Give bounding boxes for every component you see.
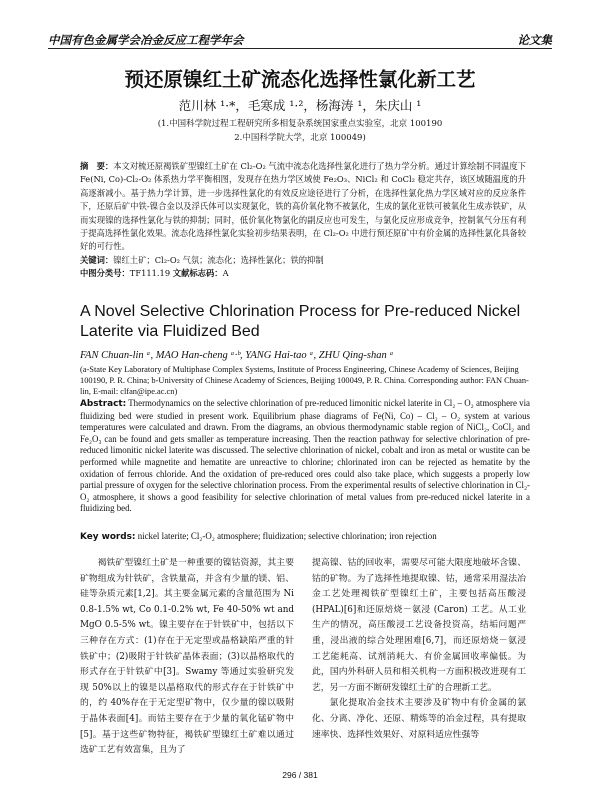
affiliation-cn-2: 2.中国科学院大学，北京 100049) — [234, 133, 366, 143]
body-column-right — [312, 556, 526, 766]
abstract-cn-text: 本文对梳还原褐铁矿型镍红土矿在 Cl₂-O₂ 气流中流态化选择性氯化进行了热力学分析。通过计算绘制不同温度下 Fe(Ni, Co)-Cl₂-O₂ 体系热力学平衡相图，发现存在热力学区域使 Fe₂O₃、NiCl₂ 和 CoCl₂ 稳定共存，该区域随温度的升高逐渐减小。基于热力学计算，进一步选择性氯化的有效反应途径进行了分析，在选择性氯化热力学区域对应的反应条件下，还原后矿中铁-镍合金以及浮氏体可以实现氯化，铁的高价氧化物不被氯化，生成的氯化亚铁可被氧化生成赤铁矿，从而实现镍的选择性氯化与铁的抑制；同时，低价氧化物氯化的副反应也可发生，与氯化反应形成竞争，控制氧气分压有利于提高选择性氯化效果。流态化选择性氯化实验初步结果表明，在 Cl₂-O₂ 中进行预还原矿中有价金属的选择性氯化具备较好的可行性。 — [80, 161, 526, 252]
paragraph: 氯化提取冶金技术主要涉及矿物中有价金属的氯化、分离、净化、还原、精炼等的冶金过程，具有提取速率快、选择性效果好、对原料适应性强等 — [312, 698, 526, 740]
affiliation-cn-1: (1.中国科学院过程工程研究所多相复杂系统国家重点实验室，北京 100190 — [157, 119, 443, 129]
keywords-cn-text: 镍红土矿；Cl₂-O₂ 气氛；流态化；选择性氯化；铁的抑制 — [113, 254, 324, 265]
header-right: 论文集 — [517, 33, 552, 47]
class-label-1: 中图分类号： — [80, 268, 130, 279]
title-en: A Novel Selective Chlorination Process for Pre-reduced Nickel Laterite via Fluidized Bed — [80, 303, 521, 340]
class-value-1: TF111.19 — [129, 268, 171, 279]
abstract-en — [80, 398, 530, 515]
running-header — [48, 30, 552, 49]
abstract-cn-body — [80, 160, 526, 254]
page-number: 296 / 381 — [282, 770, 318, 780]
authors-en: FAN Chuan-lin ᵃ, MAO Han-cheng ᵃ·ᵇ, YANG Hai-tao ᵃ, ZHU Qing-shan ᵃ — [80, 350, 394, 361]
title-cn: 预还原镍红土矿流态化选择性氯化新工艺 — [124, 68, 476, 91]
keywords-en — [80, 531, 530, 542]
abstract-en-text: Thermodynamics on the selective chlorination of pre-reduced limonitic nickel laterite in Cl₂ – O₂ atmosphere via fluidizing bed were studied in present work. Equilibrium phase diagrams of Fe(Ni, Co) – Cl₂ – O₂ system at various temperatures were calculated and drawn. From the diagrams, an obvious thermodynamic stable region of NiCl₂, CoCl₂ and Fe₂O₃ can be found and gets smaller as temperature increasing. Then the reaction pathway for selective chlorination of pre-reduced limonitic nickel laterite was discussed. The selective chlorination of nickel, cobalt and iron as metal or wustite can be performed while magnetite and hematite are unreactive to chlorine; chlorinated iron can be rejected as hematite by the oxidation of ferrous chloride. And the oxidation of pre-reduced ores could also take place, which suggests a properly low partial pressure of oxygen for the selective chlorination process. From the experimental results of selective chlorination in Cl₂-O₂ atmosphere, it shows a good feasibility for selective chlorination of metal values from pre-reduced nickel laterite in a fluidizing bed. — [80, 398, 530, 514]
paragraph: 提高镍、钴的回收率，需要尽可能大限度地破坏含镍、钴的矿物。为了选择性地提取镍、钴，通常采用湿法冶金工艺处理褐铁矿型镍红土矿，主要包括高压酸浸(HPAL)[6]和还原焙烧－氨浸 (Caron) 工艺。从工业生产的情况，高压酸浸工艺设备投资高，结垢问题严重，浸出液的综合处理困难[6,7]，而还原焙烧－氨浸工艺能耗高、试剂消耗大、有价金属回收率偏低。为此，国内外科研人员和相关机构一方面积极改进现有工艺，另一方面不断研发镍红土矿的合理新工艺。 — [312, 558, 526, 693]
keywords-en-text: nickel laterite; Cl₂-O₂ atmosphere; fluidization; selective chlorination; iron rejection — [137, 531, 437, 541]
authors-cn: 范川林 ¹·*，毛寒成 ¹·²，杨海涛 ¹，朱庆山 ¹ — [178, 98, 422, 113]
abstract-cn-label: 摘 要： — [80, 161, 114, 171]
keywords-en-label: Key words: — [80, 532, 136, 542]
paragraph: 褐铁矿型镍红土矿是一种重要的镍钴资源，其主要矿物组成为针铁矿，含铁量高，并含有少量的镁、铝、硅等杂质元素[1,2]。其主要金属元素的含量范围为 Ni 0.8-1.5% wt, Co 0.1-0.2% wt, Fe 40-50% wt and MgO 0.5-5% wt。镍主要存在于针铁矿中，包括以下三种存在方式：(1)存在于无定型或晶格缺陷严重的针铁矿中；(2)吸附于针铁矿晶体表面；(3)以晶格取代的形式存在于针铁矿中[3]。Swamy 等通过实验研究发现 50%以上的镍是以晶格取代的形式存在于针铁矿中的，约 40%存在于无定型矿物中，仅少量的镍以吸附于晶体表面[4]。而钴主要存在于少量的氧化锰矿物中[5]。基于这些矿物特征，褐铁矿型镍红土矿难以通过选矿工艺有效富集，且为了 — [80, 558, 294, 756]
affiliation-en: (a-State Key Laboratory of Multiphase Complex Systems, Institute of Process Engineering, Chinese Academy of Sciences, Beijing 100190, P. R. China; b-University of Chinese Academy of Sciences, Beijing 100049, P. R. China. Corresponding author: FAN Chuan-lin, E-mail: clfan@ipe.ac.cn) — [80, 365, 529, 396]
abstract-en-label: Abstract: — [80, 399, 127, 409]
body-column-left — [80, 556, 294, 766]
keywords-cn-label: 关键词： — [80, 254, 114, 265]
class-label-2: 文献标志码： — [172, 268, 223, 279]
keywords-cn — [80, 254, 526, 267]
classification-cn — [80, 267, 526, 280]
class-value-2: A — [222, 268, 229, 279]
abstract-cn — [80, 160, 526, 281]
body-columns — [80, 556, 526, 766]
header-left: 中国有色金属学会冶金反应工程学年会 — [48, 33, 244, 47]
